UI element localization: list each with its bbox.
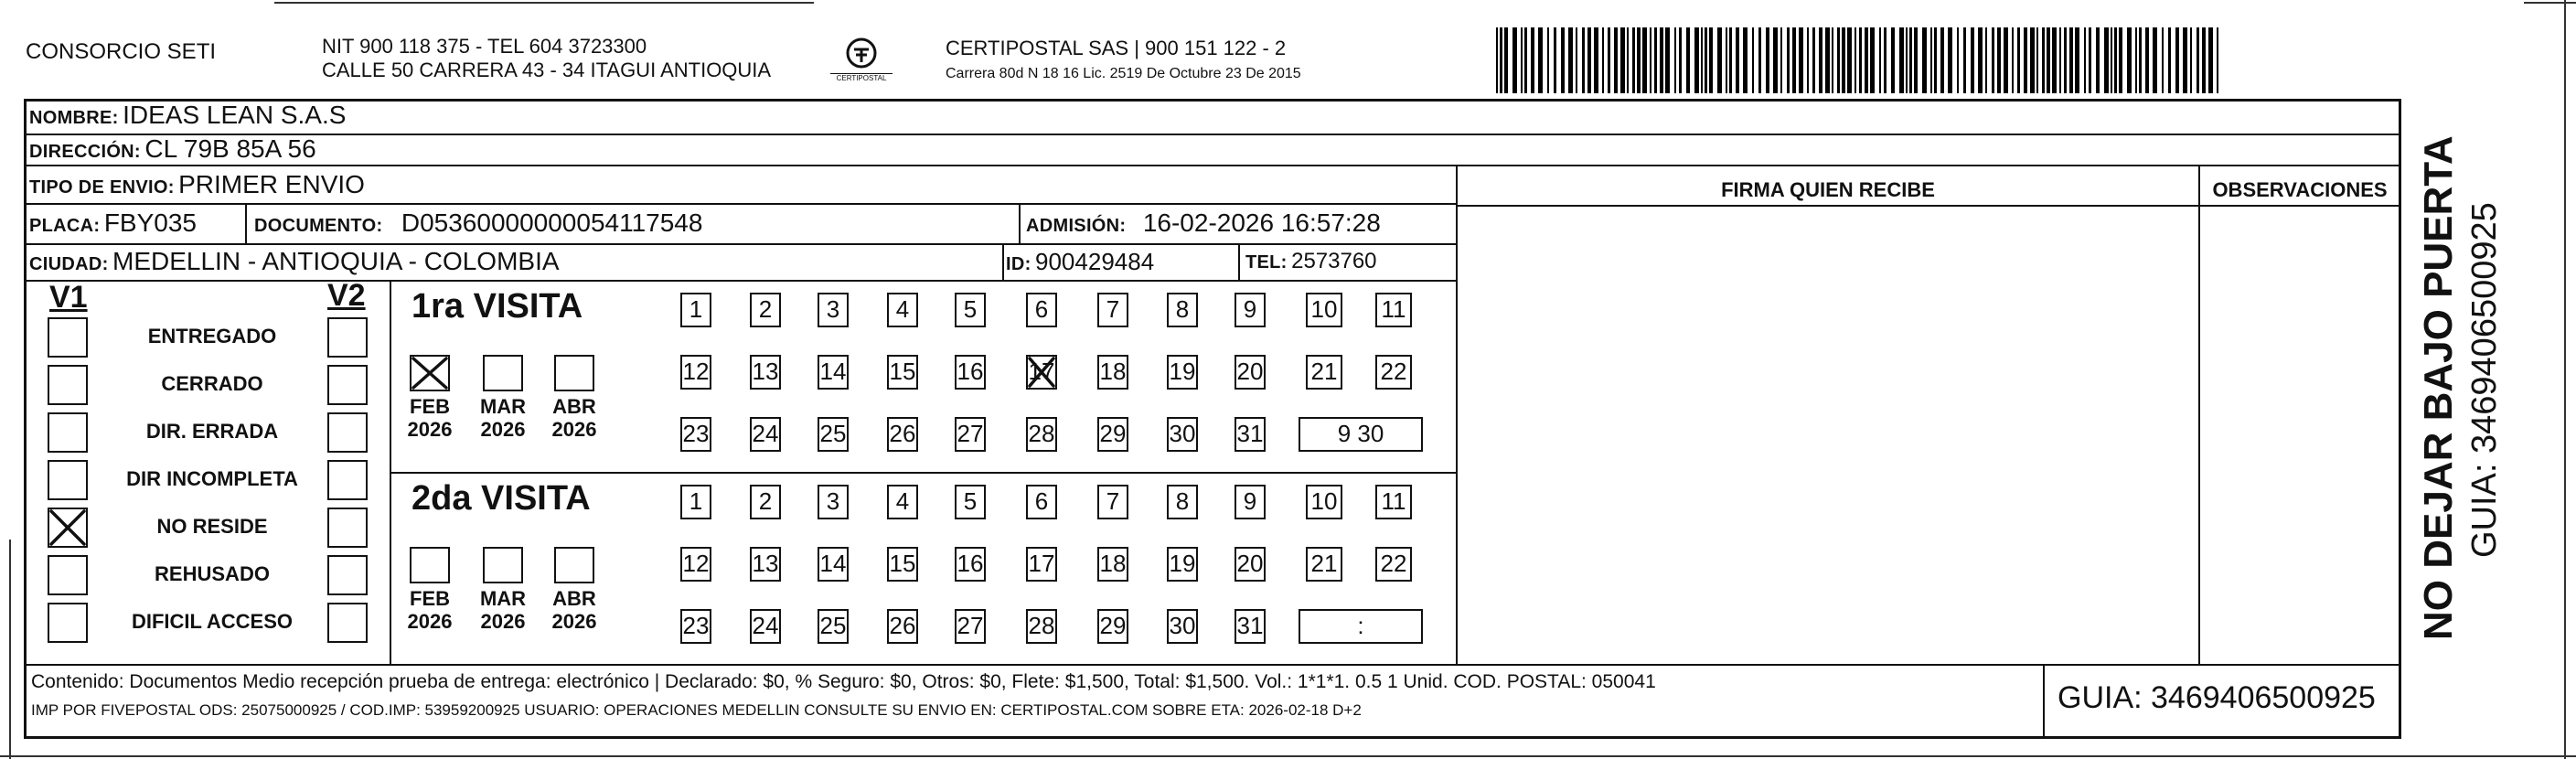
top-edge-line xyxy=(274,2,814,4)
visit2-day-box: 11 xyxy=(1375,485,1412,519)
visit2-title: 2da VISITA xyxy=(412,479,591,518)
status-label: CERRADO xyxy=(161,372,263,395)
visit2-time-box: : xyxy=(1299,609,1423,644)
visit2-day-box: 26 xyxy=(887,609,918,644)
visit2-month-checkbox xyxy=(483,547,523,583)
barcode xyxy=(1496,27,2226,93)
bottom-edge-line xyxy=(0,755,2576,757)
company-name: CONSORCIO SETI xyxy=(26,39,217,64)
visit2-day-box: 18 xyxy=(1097,547,1128,582)
visit1-day-box: 9 xyxy=(1235,293,1266,327)
visit2-day-box: 22 xyxy=(1375,547,1412,582)
visit1-day-box: 16 xyxy=(955,355,986,390)
visit2-day-box: 12 xyxy=(680,547,711,582)
visit2-day-box: 30 xyxy=(1167,609,1198,644)
logo-text: CERTIPOSTAL xyxy=(830,73,893,82)
status-label: DIFICIL ACCESO xyxy=(131,610,293,633)
visit1-day-box: 3 xyxy=(818,293,849,327)
left-edge-line xyxy=(9,540,11,759)
tipo-row xyxy=(29,168,365,206)
col-divider xyxy=(1238,243,1240,280)
firma-header: FIRMA QUIEN RECIBE xyxy=(1721,178,1935,201)
tipo-value: PRIMER ENVIO xyxy=(178,170,365,198)
visit2-day-box: 31 xyxy=(1235,609,1266,644)
id-label: ID: xyxy=(1006,254,1031,274)
visit2-day-box: 24 xyxy=(750,609,781,644)
visit1-title: 1ra VISITA xyxy=(412,287,583,326)
visit2-day-box: 23 xyxy=(680,609,711,644)
nombre-value: IDEAS LEAN S.A.S xyxy=(123,101,347,129)
visit2-day-box: 1 xyxy=(680,485,711,519)
visit2-day-box: 4 xyxy=(887,485,918,519)
admision-label: ADMISIÓN: xyxy=(1026,216,1127,236)
v1-label: V1 xyxy=(49,280,88,315)
direccion-row xyxy=(29,133,316,170)
ciudad-value: MEDELLIN - ANTIOQUIA - COLOMBIA xyxy=(112,247,560,275)
visit1-day-box: 13 xyxy=(750,355,781,390)
visit1-month-label: ABR xyxy=(552,395,596,418)
documento-value: D05360000000054117548 xyxy=(401,208,703,237)
visit1-day-box: 30 xyxy=(1167,417,1198,452)
visit1-day-box: 10 xyxy=(1306,293,1342,327)
tel-value: 2573760 xyxy=(1291,249,1377,273)
visit1-day-box: 7 xyxy=(1097,293,1128,327)
tipo-label: TIPO DE ENVIO: xyxy=(29,177,175,198)
visit2-month-checkbox xyxy=(554,547,594,583)
visit1-day-box: 27 xyxy=(955,417,986,452)
row-divider xyxy=(24,664,2401,666)
visit1-day-box: 8 xyxy=(1167,293,1198,327)
direccion-label: DIRECCIÓN: xyxy=(29,142,141,162)
footer-imp: IMP POR FIVEPOSTAL ODS: 25075000925 / COD.IMP: 53959200925 USUARIO: OPERACIONES MEDELLIN CONSULTE SU ENVIO EN: CERTIPOSTAL.COM SOBRE ETA: 2026-02-18 D+2 xyxy=(31,701,1362,719)
footer-guia: GUIA: 3469406500925 xyxy=(2058,680,2376,715)
visit1-month-label: FEB xyxy=(410,395,450,418)
visit2-day-box: 29 xyxy=(1097,609,1128,644)
visit1-day-box: 17 xyxy=(1026,355,1057,390)
admision-row xyxy=(1026,207,1381,244)
visit2-month-label: ABR xyxy=(552,587,596,610)
observaciones-header: OBSERVACIONES xyxy=(2212,178,2388,201)
visit1-day-box: 25 xyxy=(818,417,849,452)
visit1-day-box: 29 xyxy=(1097,417,1128,452)
visit1-month-checkbox xyxy=(554,355,594,391)
row-divider xyxy=(24,134,2401,135)
visit1-day-box: 31 xyxy=(1235,417,1266,452)
documento-label: DOCUMENTO: xyxy=(254,216,383,236)
certipostal-logo xyxy=(830,35,893,91)
visit2-day-box: 20 xyxy=(1235,547,1266,582)
address-line: CALLE 50 CARRERA 43 - 34 ITAGUI ANTIOQUIA xyxy=(322,59,772,81)
visit2-day-box: 7 xyxy=(1097,485,1128,519)
col-divider xyxy=(390,280,391,664)
visit2-day-box: 25 xyxy=(818,609,849,644)
visit1-day-box: 4 xyxy=(887,293,918,327)
visit1-day-box: 20 xyxy=(1235,355,1266,390)
placa-row xyxy=(29,207,197,244)
tel-label: TEL: xyxy=(1245,252,1288,273)
visit1-month-checkbox xyxy=(410,355,450,391)
visit1-day-box: 18 xyxy=(1097,355,1128,390)
nombre-row xyxy=(29,99,346,136)
no-dejar-bajo-puerta-text: NO DEJAR BAJO PUERTA xyxy=(2416,135,2461,640)
placa-value: FBY035 xyxy=(103,208,197,237)
visit2-day-box: 9 xyxy=(1235,485,1266,519)
col-divider xyxy=(1456,165,1458,664)
ciudad-label: CIUDAD: xyxy=(29,254,109,274)
visit1-month-label: MAR xyxy=(479,395,527,418)
status-label: NO RESIDE xyxy=(156,515,268,538)
visit1-day-box: 14 xyxy=(818,355,849,390)
placa-label: PLACA: xyxy=(29,216,101,236)
visit1-day-box: 1 xyxy=(680,293,711,327)
id-row xyxy=(1006,245,1154,283)
visit1-day-box: 12 xyxy=(680,355,711,390)
visit2-year-label: 2026 xyxy=(551,610,597,633)
col-divider xyxy=(2043,664,2045,739)
top-edge-line xyxy=(2524,2,2576,4)
documento-row xyxy=(254,207,702,244)
visit2-year-label: 2026 xyxy=(407,610,453,633)
visit2-month-label: MAR xyxy=(479,587,527,610)
visit1-day-box: 11 xyxy=(1375,293,1412,327)
visit1-day-box: 26 xyxy=(887,417,918,452)
visit1-day-box: 21 xyxy=(1306,355,1342,390)
visit1-day-box: 2 xyxy=(750,293,781,327)
visit1-month-checkbox xyxy=(483,355,523,391)
visit1-day-box: 23 xyxy=(680,417,711,452)
visit2-year-label: 2026 xyxy=(480,610,526,633)
right-edge-line xyxy=(2564,0,2566,759)
visit2-month-label: FEB xyxy=(410,587,450,610)
visit1-year-label: 2026 xyxy=(407,418,453,441)
visit2-day-box: 14 xyxy=(818,547,849,582)
visit2-day-box: 13 xyxy=(750,547,781,582)
status-label: REHUSADO xyxy=(155,562,270,585)
visit1-year-label: 2026 xyxy=(480,418,526,441)
admision-value: 16-02-2026 16:57:28 xyxy=(1142,208,1381,237)
visit1-day-box: 15 xyxy=(887,355,918,390)
visit1-day-box: 28 xyxy=(1026,417,1057,452)
visit2-day-box: 5 xyxy=(955,485,986,519)
ciudad-row xyxy=(29,245,560,283)
tel-row xyxy=(1245,245,1377,281)
nit-line: NIT 900 118 375 - TEL 604 3723300 xyxy=(322,35,647,58)
id-value: 900429484 xyxy=(1035,248,1155,275)
col-divider xyxy=(1002,243,1004,280)
row-divider xyxy=(390,472,1456,474)
status-label: DIR. ERRADA xyxy=(145,420,279,443)
footer-contenido: Contenido: Documentos Medio recepción prueba de entrega: electrónico | Declarado: $0, % Seguro: $0, Otros: $0, Flete: $1,500, Total: $1,500. Vol.: 1*1*1. 0.5 1 Unid. COD. POSTAL: 050041 xyxy=(31,671,1656,692)
direccion-value: CL 79B 85A 56 xyxy=(144,134,316,163)
visit2-day-box: 17 xyxy=(1026,547,1057,582)
status-label: DIR INCOMPLETA xyxy=(126,467,298,490)
visit2-day-box: 28 xyxy=(1026,609,1057,644)
visit1-day-box: 5 xyxy=(955,293,986,327)
visit1-year-label: 2026 xyxy=(551,418,597,441)
visit2-day-box: 19 xyxy=(1167,547,1198,582)
row-divider xyxy=(24,165,2401,166)
visit1-day-box: 19 xyxy=(1167,355,1198,390)
visit2-day-box: 10 xyxy=(1306,485,1342,519)
status-label: ENTREGADO xyxy=(147,325,277,347)
visit2-day-box: 3 xyxy=(818,485,849,519)
visit2-day-box: 15 xyxy=(887,547,918,582)
visit2-day-box: 6 xyxy=(1026,485,1057,519)
visit1-time-box: 9 30 xyxy=(1299,417,1423,452)
col-divider xyxy=(245,203,247,243)
side-guia-text: GUIA: 3469406500925 xyxy=(2465,202,2504,558)
row-divider xyxy=(1456,205,2401,207)
visit1-day-box: 24 xyxy=(750,417,781,452)
col-divider xyxy=(2198,165,2200,664)
visit2-day-box: 27 xyxy=(955,609,986,644)
certipostal-line: CERTIPOSTAL SAS | 900 151 122 - 2 xyxy=(946,37,1287,59)
visit2-month-checkbox xyxy=(410,547,450,583)
visit2-day-box: 21 xyxy=(1306,547,1342,582)
visit1-day-box: 22 xyxy=(1375,355,1412,390)
col-divider xyxy=(1019,203,1021,243)
visit1-day-box: 6 xyxy=(1026,293,1057,327)
visit2-day-box: 8 xyxy=(1167,485,1198,519)
certipostal-address: Carrera 80d N 18 16 Lic. 2519 De Octubre 23 De 2015 xyxy=(946,66,1301,81)
visit2-day-box: 2 xyxy=(750,485,781,519)
v2-label: V2 xyxy=(327,278,366,313)
nombre-label: NOMBRE: xyxy=(29,108,119,128)
visit2-day-box: 16 xyxy=(955,547,986,582)
certipostal-logo-icon xyxy=(830,35,893,91)
